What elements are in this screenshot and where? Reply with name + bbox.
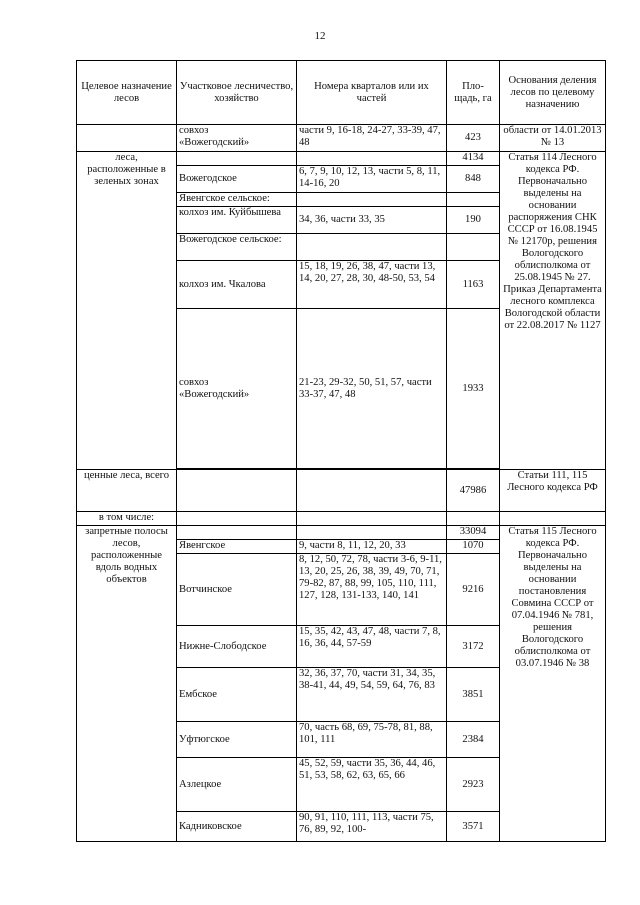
forestry-cell: совхоз «Вожегодский» xyxy=(177,309,297,469)
quarters-cell: части 9, 16-18, 24-27, 33-39, 47, 48 xyxy=(297,125,447,152)
quarters-cell: 6, 7, 9, 10, 12, 13, части 5, 8, 11, 14-16, 20 xyxy=(297,166,447,193)
basis-cell: области от 14.01.2013 № 13 xyxy=(500,125,606,152)
area-cell: 1933 xyxy=(447,309,500,469)
quarters-cell: 15, 35, 42, 43, 47, 48, части 7, 8, 16, 36, 44, 57-59 xyxy=(297,626,447,668)
area-cell: 9216 xyxy=(447,554,500,626)
area-cell: 2384 xyxy=(447,722,500,758)
forestry-cell: совхоз «Вожегодский» xyxy=(177,125,297,152)
area-cell: 2923 xyxy=(447,758,500,812)
quarters-cell: 8, 12, 50, 72, 78, части 3-6, 9-11, 13, 20, 25, 26, 38, 39, 49, 70, 71, 79-82, 87, 88, 99, 105, 110, 111, 127, 128, 131-133, 140, 141 xyxy=(297,554,447,626)
quarters-cell xyxy=(297,470,447,512)
forestry-cell: Уфтюгское xyxy=(177,722,297,758)
header-forestry: Участковое лесничество, хозяйство xyxy=(177,61,297,125)
purpose-cell: леса, расположенные в зеленых зонах xyxy=(77,152,177,470)
area-cell: 1163 xyxy=(447,261,500,309)
quarters-cell: 34, 36, части 33, 35 xyxy=(297,207,447,234)
purpose-cell: запретные полосы лесов, расположенные вдоль водных объектов xyxy=(77,526,177,842)
quarters-cell: 32, 36, 37, 70, части 31, 34, 35, 38-41, 44, 49, 54, 59, 64, 76, 83 xyxy=(297,668,447,722)
including-cell: в том числе: xyxy=(77,512,177,526)
quarters-cell: 9, части 8, 11, 12, 20, 33 xyxy=(297,540,447,554)
forestry-cell xyxy=(177,512,297,526)
area-cell: 423 xyxy=(447,125,500,152)
forestry-cell: Ембское xyxy=(177,668,297,722)
table-row xyxy=(77,125,606,152)
area-cell xyxy=(447,234,500,261)
purpose-cell: ценные леса, всего xyxy=(77,470,177,512)
forestry-cell: Нижне-Слободское xyxy=(177,626,297,668)
area-cell: 47986 xyxy=(447,470,500,512)
quarters-cell xyxy=(297,526,447,540)
area-cell: 3851 xyxy=(447,668,500,722)
forestry-cell: Вотчинское xyxy=(177,554,297,626)
forestry-cell xyxy=(177,470,297,512)
quarters-cell xyxy=(297,512,447,526)
area-cell: 3172 xyxy=(447,626,500,668)
quarters-cell xyxy=(297,152,447,166)
area-cell: 190 xyxy=(447,207,500,234)
table-header-row xyxy=(77,61,606,125)
basis-cell xyxy=(500,512,606,526)
forestry-cell: Явенгское сельское: xyxy=(177,193,297,207)
area-cell: 3571 xyxy=(447,812,500,842)
header-area: Пло- щадь, га xyxy=(447,61,500,125)
forestry-cell: Вожегодское xyxy=(177,166,297,193)
forestry-cell xyxy=(177,152,297,166)
forestry-cell: колхоз им. Куйбышева xyxy=(177,207,297,234)
forestry-cell: Вожегодское сельское: xyxy=(177,234,297,261)
basis-cell: Статья 114 Лесного кодекса РФ. Первоначально выделены на основании распоряжения СНК СССР от 16.08.1945 № 12170р, решения Вологодского облисполкома от 25.08.1945 № 27. Приказ Департамента лесного комплекса Вологодской области от 22.08.2017 № 1127 xyxy=(500,152,606,470)
forestry-cell: Кадниковское xyxy=(177,812,297,842)
forestry-cell: Азлецкое xyxy=(177,758,297,812)
forestry-cell: колхоз им. Чкалова xyxy=(177,261,297,309)
area-cell: 848 xyxy=(447,166,500,193)
table-row xyxy=(77,512,606,526)
area-cell: 1070 xyxy=(447,540,500,554)
quarters-cell: 21-23, 29-32, 50, 51, 57, части 33-37, 47, 48 xyxy=(297,309,447,469)
area-cell xyxy=(447,512,500,526)
table-row xyxy=(77,470,606,512)
header-purpose: Целевое назначение лесов xyxy=(77,61,177,125)
area-total-cell: 4134 xyxy=(447,152,500,166)
area-cell xyxy=(447,193,500,207)
quarters-cell: 15, 18, 19, 26, 38, 47, части 13, 14, 20, 27, 28, 30, 48-50, 53, 54 xyxy=(297,261,447,309)
forestry-cell xyxy=(177,526,297,540)
table-row xyxy=(77,526,606,540)
quarters-cell: 45, 52, 59, части 35, 36, 44, 46, 51, 53, 58, 62, 63, 65, 66 xyxy=(297,758,447,812)
forest-purpose-table xyxy=(76,60,606,842)
table-row xyxy=(77,152,606,166)
basis-cell: Статьи 111, 115 Лесного кодекса РФ xyxy=(500,470,606,512)
header-basis: Основания деления лесов по целевому назначению xyxy=(500,61,606,125)
area-total-cell: 33094 xyxy=(447,526,500,540)
quarters-cell: 70, часть 68, 69, 75-78, 81, 88, 101, 111 xyxy=(297,722,447,758)
forestry-cell: Явенгское xyxy=(177,540,297,554)
page-number: 12 xyxy=(314,30,326,42)
quarters-cell xyxy=(297,234,447,261)
header-quarters: Номера кварталов или их частей xyxy=(297,61,447,125)
quarters-cell xyxy=(297,193,447,207)
purpose-cell xyxy=(77,125,177,152)
basis-cell: Статья 115 Лесного кодекса РФ. Первоначально выделены на основании постановления Совмина СССР от 07.04.1946 № 781, решения Вологодского облисполкома от 03.07.1946 № 38 xyxy=(500,526,606,842)
quarters-cell: 90, 91, 110, 111, 113, части 75, 76, 89, 92, 100- xyxy=(297,812,447,842)
